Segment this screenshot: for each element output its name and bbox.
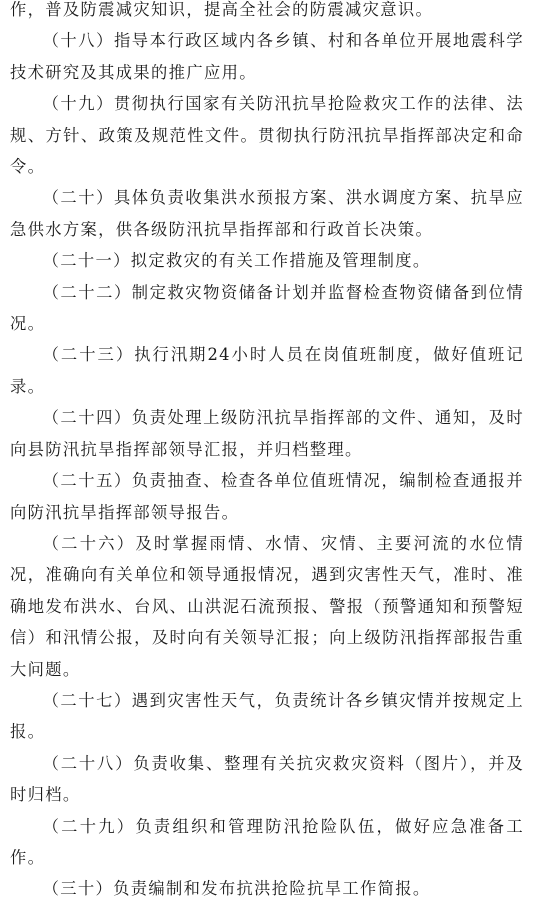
paragraph-item-23: （二十三）执行汛期24小时人员在岗值班制度，做好值班记录。 bbox=[10, 345, 524, 396]
paragraph-item-20: （二十）具体负责收集洪水预报方案、洪水调度方案、抗旱应急供水方案，供各级防汛抗旱指挥部和行政首长决策。 bbox=[10, 188, 524, 239]
paragraph-item-24: （二十四）负责处理上级防汛抗旱指挥部的文件、通知，及时向县防汛抗旱指挥部领导汇报，并归档整理。 bbox=[10, 408, 524, 459]
paragraph-item-29: （二十九）负责组织和管理防汛抢险队伍，做好应急准备工作。 bbox=[10, 816, 524, 867]
paragraph-item-19: （十九）贯彻执行国家有关防汛抗旱抢险救灾工作的法律、法规、方针、政策及规范性文件。贯彻执行防汛抗旱指挥部决定和命令。 bbox=[10, 94, 524, 177]
paragraph-continuation: 作，普及防震减灾知识，提高全社会的防震减灾意识。 bbox=[10, 0, 434, 19]
paragraph-item-27: （二十七）遇到灾害性天气，负责统计各乡镇灾情并按规定上报。 bbox=[10, 690, 524, 742]
paragraph-item-28: （二十八）负责收集、整理有关抗灾救灾资料（图片），并及时归档。 bbox=[10, 753, 524, 805]
paragraph-item-21: （二十一）拟定救灾的有关工作措施及管理制度。 bbox=[42, 251, 431, 271]
document-body bbox=[10, 0, 524, 905]
paragraph-item-18: （十八）指导本行政区域内各乡镇、村和各单位开展地震科学技术研究及其成果的推广应用。 bbox=[10, 31, 524, 82]
paragraph-item-25: （二十五）负责抽查、检查各单位值班情况，编制检查通报并向防汛抗旱指挥部领导报告。 bbox=[10, 471, 524, 522]
paragraph-item-26: （二十六）及时掌握雨情、水情、灾情、主要河流的水位情况，准确向有关单位和领导通报情况，遇到灾害性天气，准时、准确地发布洪水、台风、山洪泥石流预报、警报（预警通知和预警短信）和汛情公报，及时向有关领导汇报；向上级防汛指挥部报告重大问题。 bbox=[10, 533, 524, 679]
paragraph-item-22: （二十二）制定救灾物资储备计划并监督检查物资储备到位情况。 bbox=[10, 282, 524, 334]
paragraph-item-30: （三十）负责编制和发布抗洪抢险抗旱工作简报。 bbox=[42, 879, 431, 899]
